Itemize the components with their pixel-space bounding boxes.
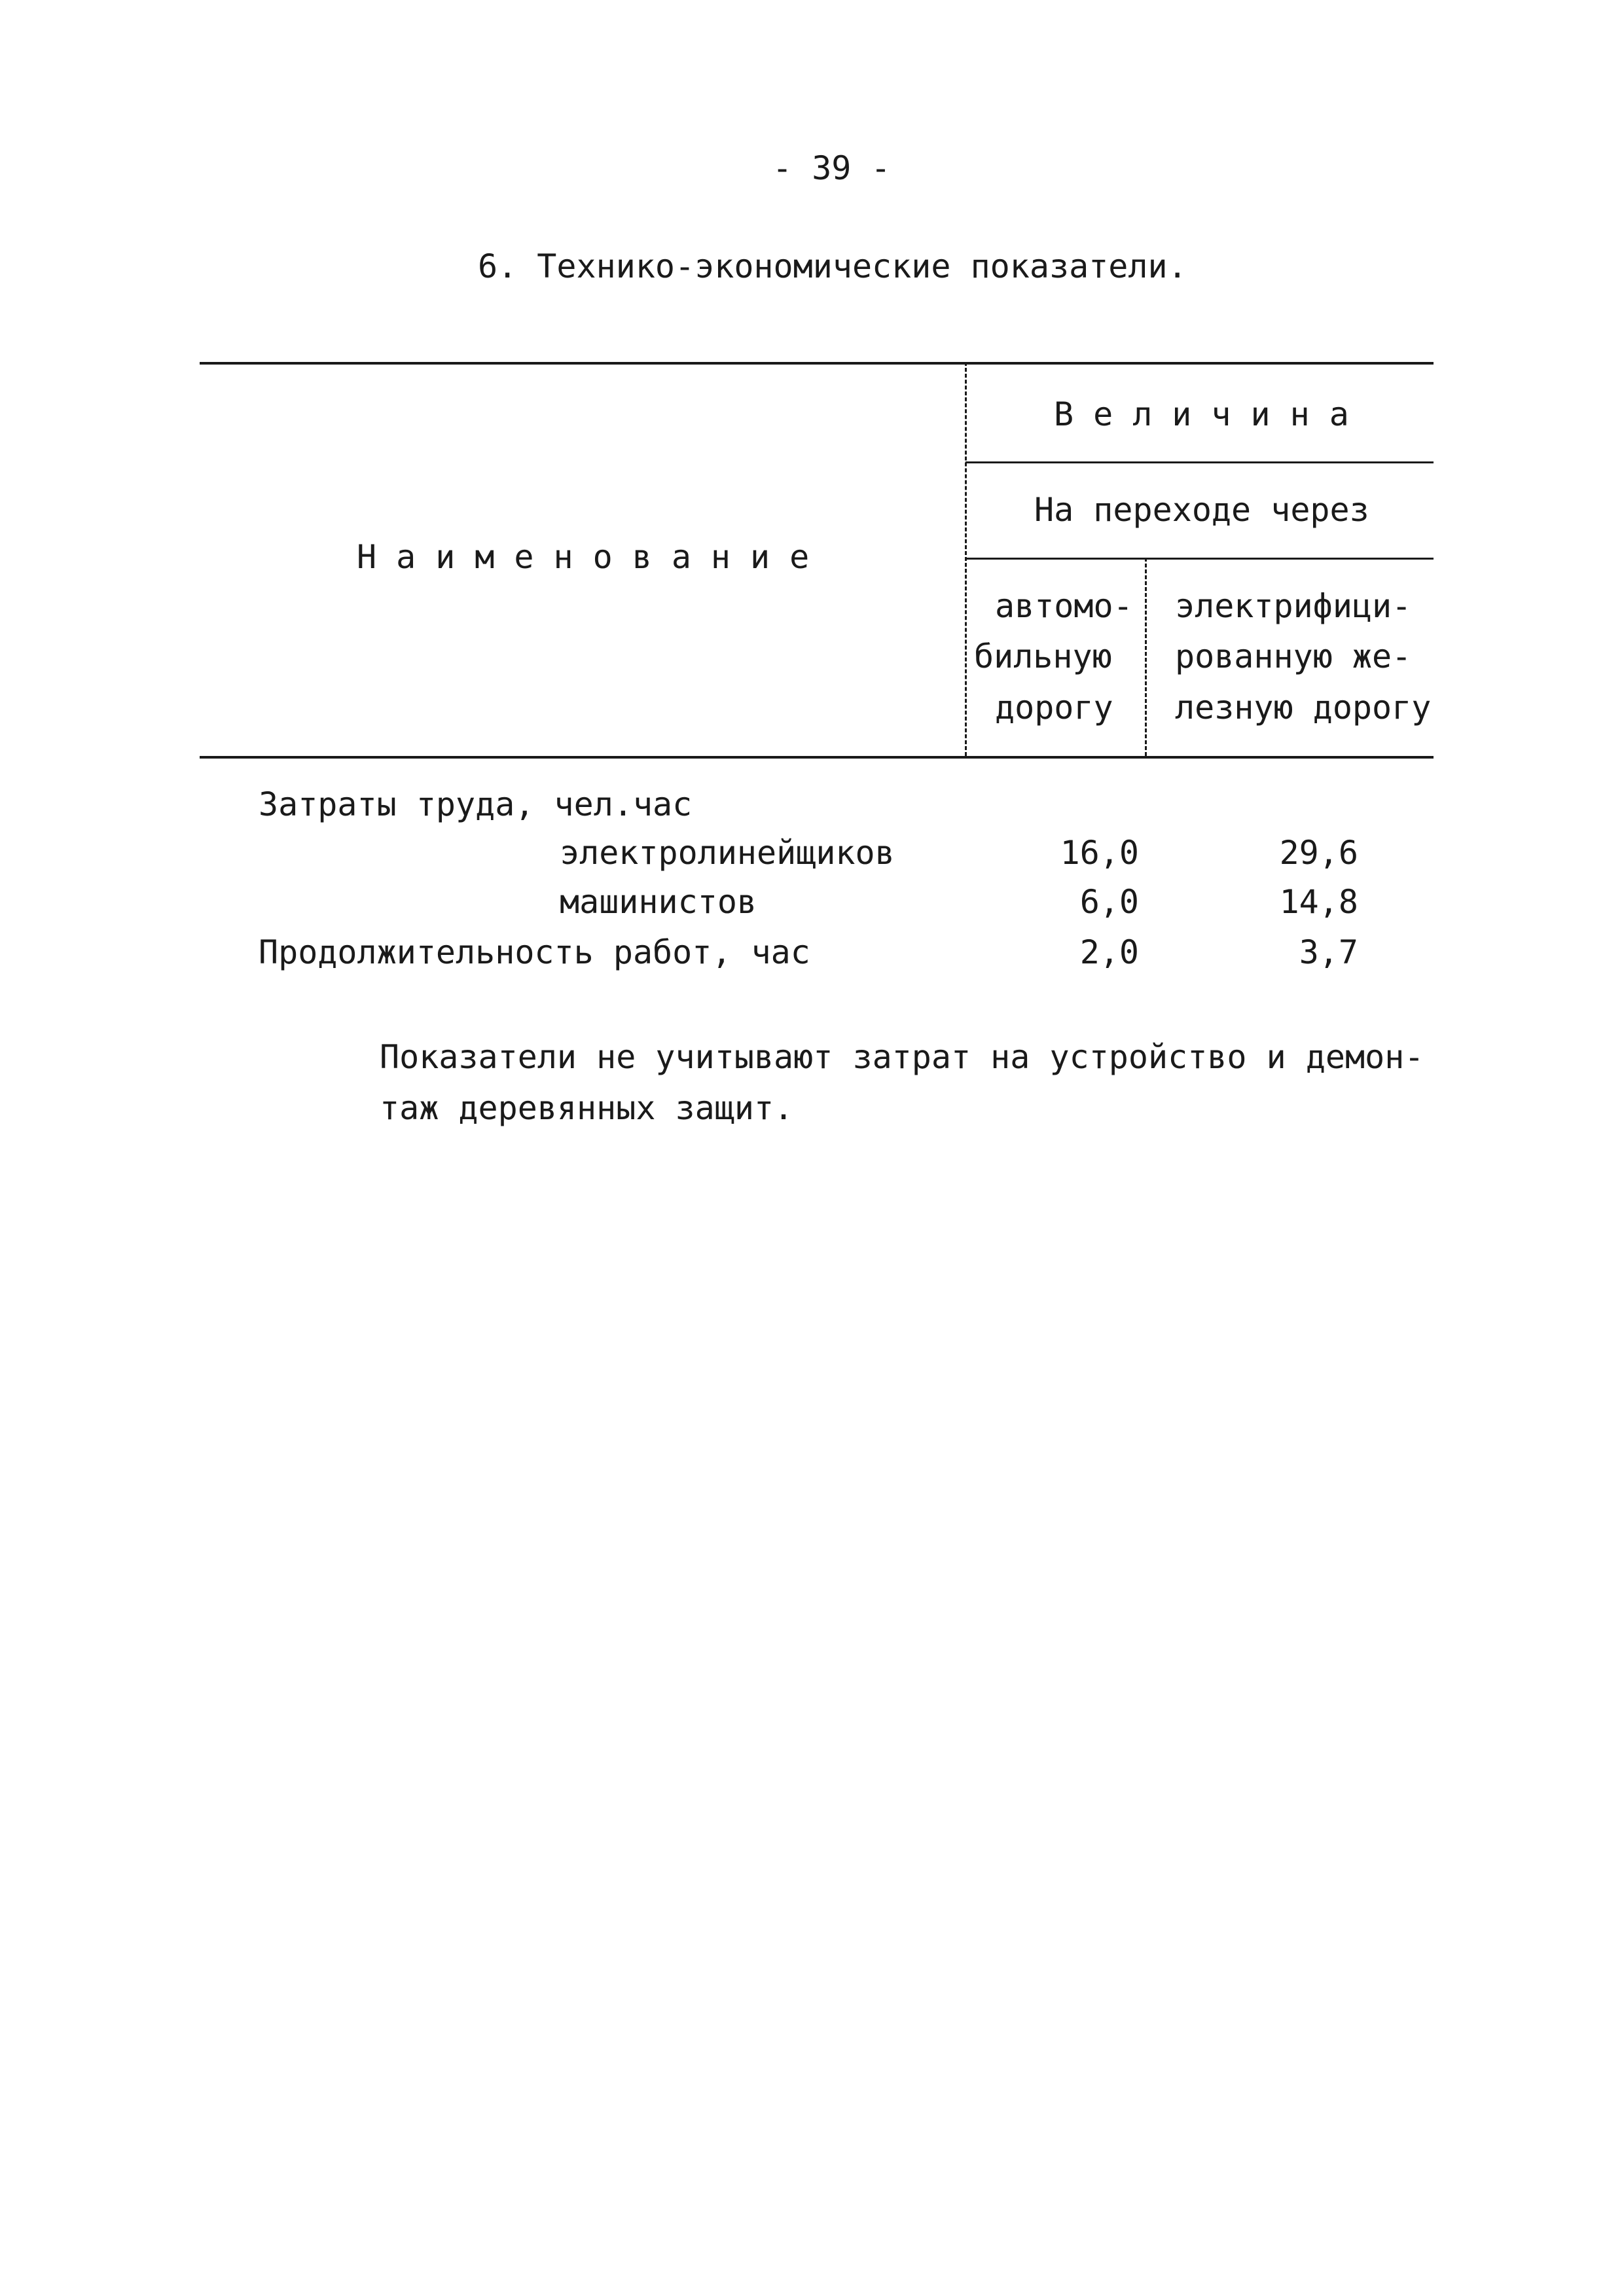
row-value-duration-rail: 3,7	[1299, 933, 1358, 971]
row-value-duration-road: 2,0	[1079, 933, 1139, 971]
note-line-1: Показатели не учитывают затрат на устройство и демон-	[380, 1038, 1424, 1076]
note-line-2: таж деревянных защит.	[380, 1089, 794, 1127]
row-label-duration: Продолжительность работ, час	[259, 933, 810, 971]
header-subgroup: На переходе через	[1034, 491, 1369, 529]
row-label-labor: Затраты труда, чел.час	[259, 785, 693, 823]
header-bottom-rule	[200, 756, 1434, 759]
section-title: 6. Технико-экономические показатели.	[478, 247, 1187, 285]
header-col1-line3: дорогу	[995, 689, 1113, 726]
header-divider-sub	[1145, 558, 1147, 756]
table-top-rule	[200, 362, 1434, 365]
row-label-electricians: электролинейщиков	[560, 834, 895, 872]
header-col2-line2: рованную же-	[1175, 637, 1412, 675]
header-divider-main	[965, 362, 967, 756]
row-value-electricians-rail: 29,6	[1279, 834, 1358, 872]
header-col1-line1: автомо-	[995, 587, 1133, 625]
header-col1-line2: бильную	[974, 637, 1112, 675]
header-name-column: Наименование	[357, 538, 829, 576]
header-col2-line3: лезную дорогу	[1175, 689, 1432, 726]
row-value-electricians-road: 16,0	[1060, 834, 1139, 872]
header-col2-line1: электрифици-	[1175, 587, 1412, 625]
header-rule-2	[965, 558, 1434, 560]
header-value-group: Величина	[1054, 395, 1369, 433]
header-rule-1	[965, 461, 1434, 463]
row-label-drivers: машинистов	[560, 883, 757, 921]
page-number: - 39 -	[772, 149, 891, 187]
row-value-drivers-rail: 14,8	[1279, 883, 1358, 921]
row-value-drivers-road: 6,0	[1079, 883, 1139, 921]
